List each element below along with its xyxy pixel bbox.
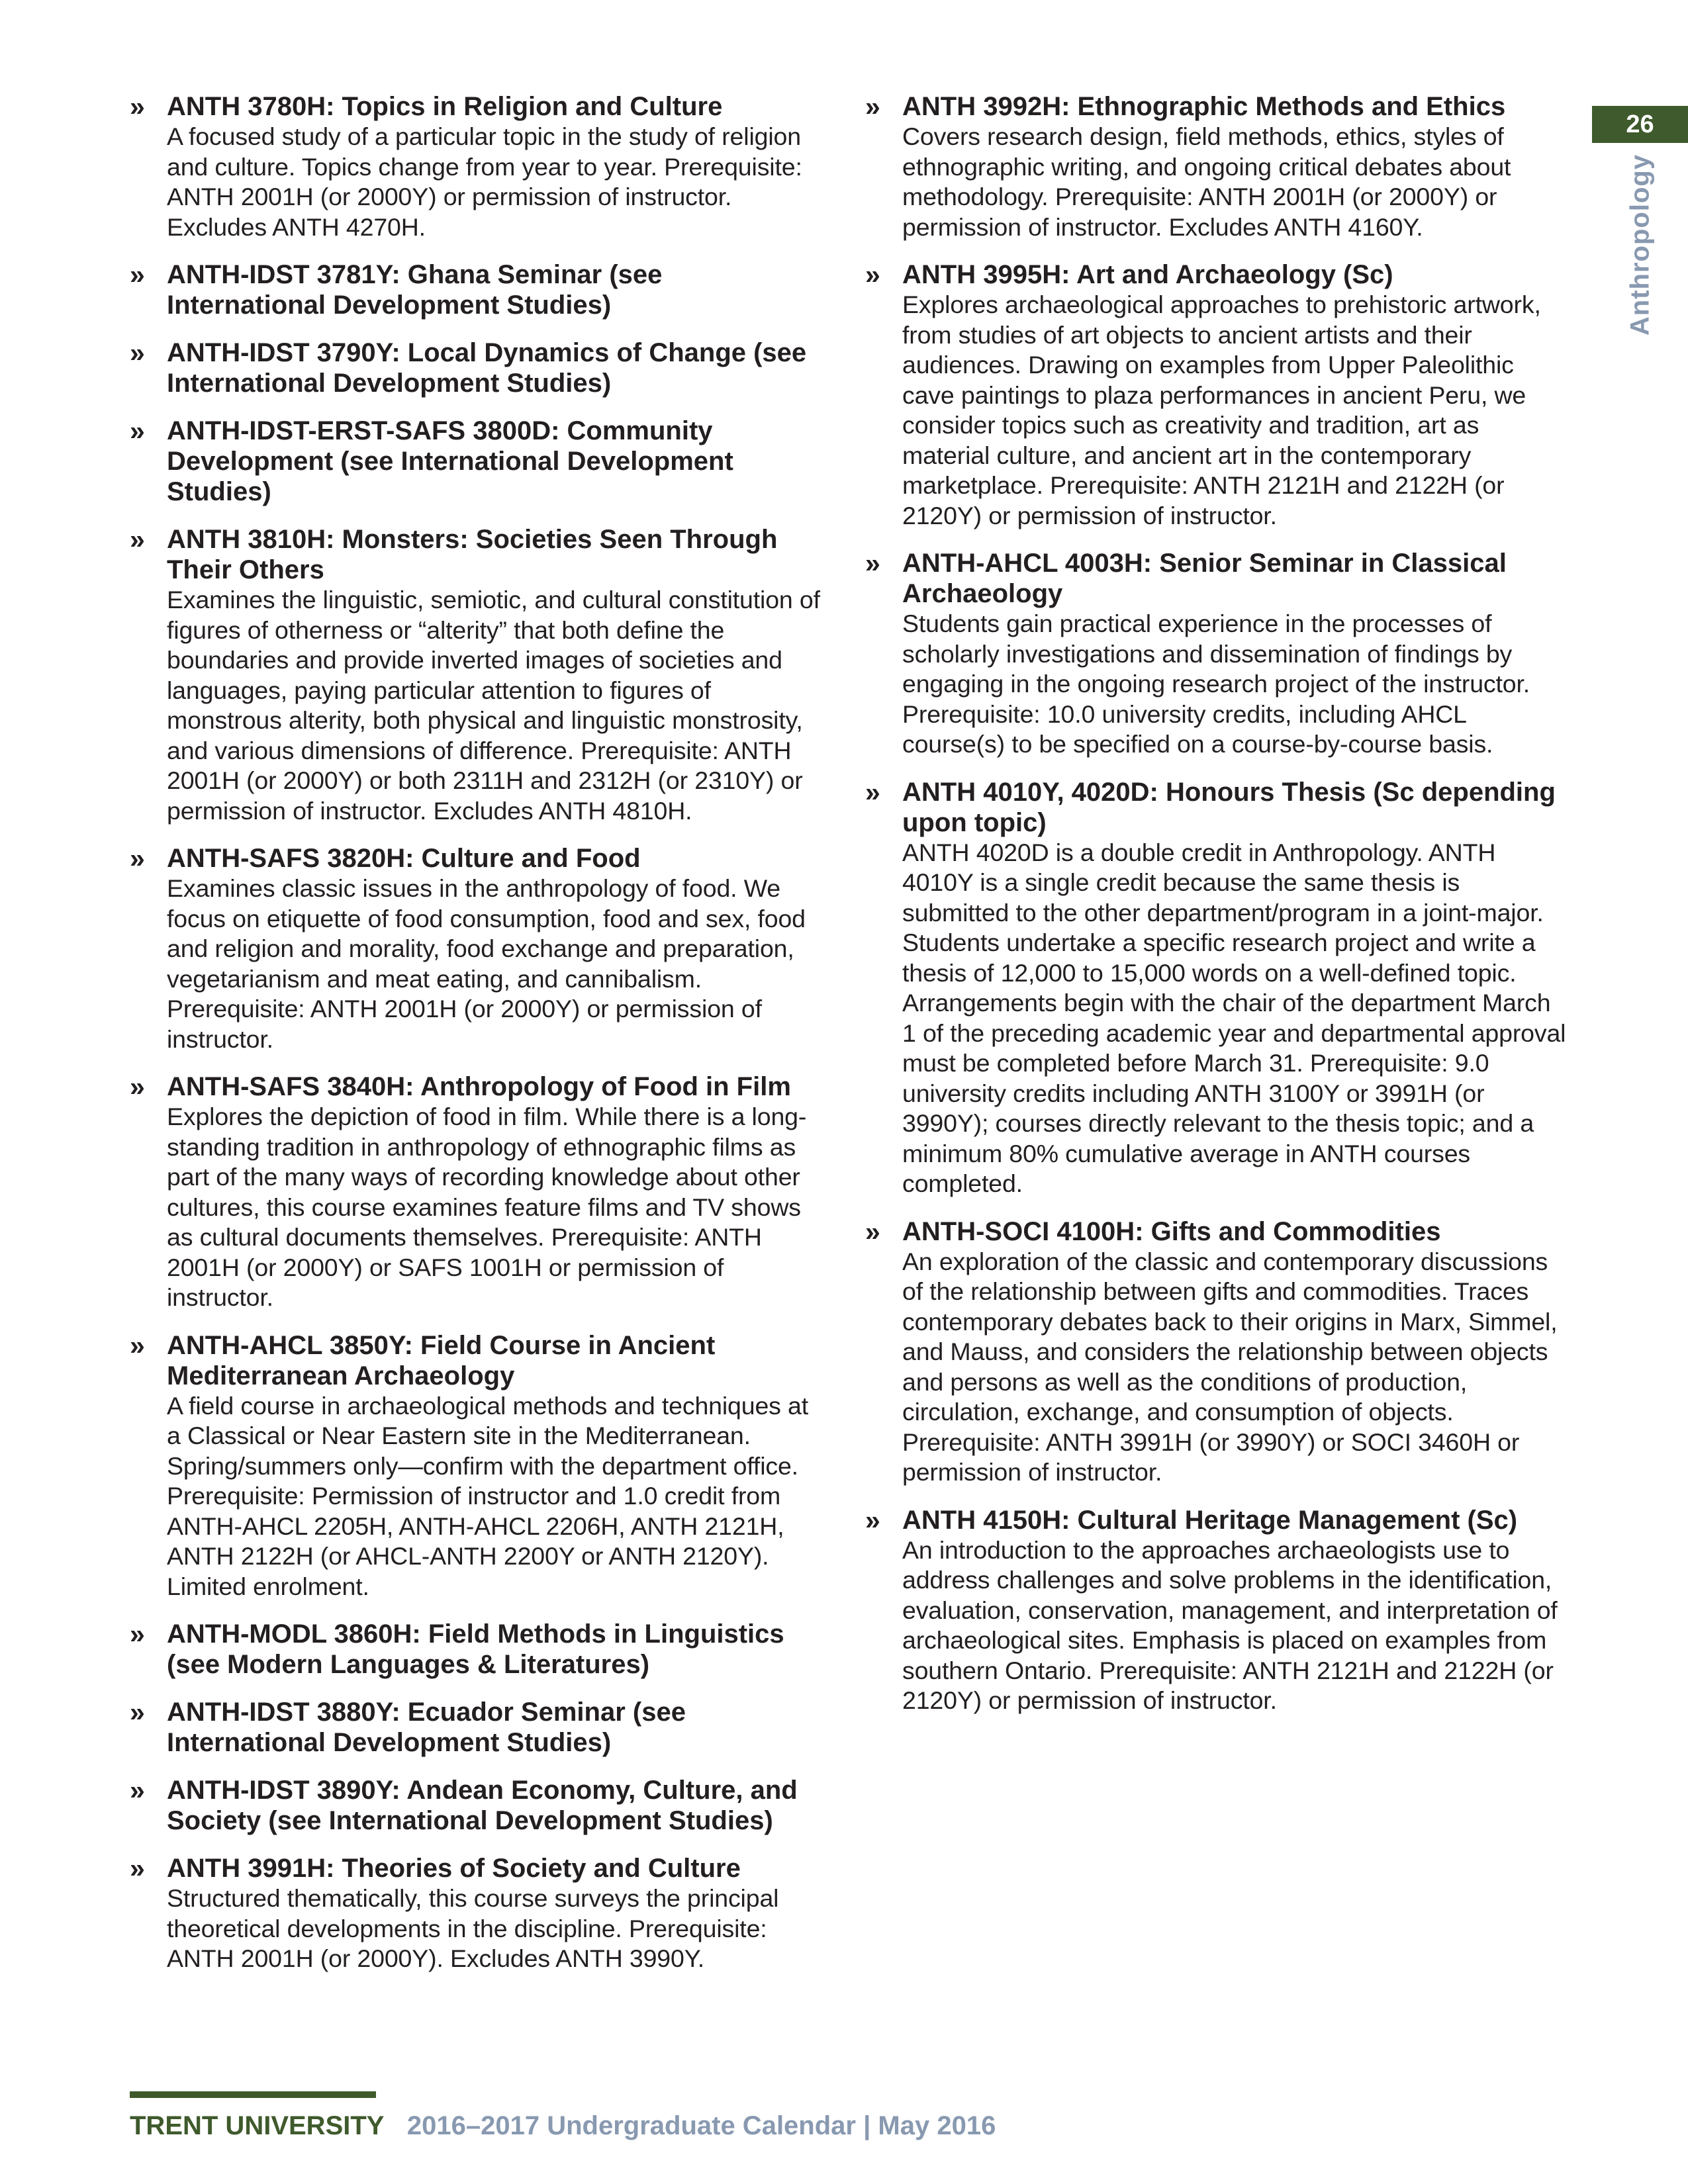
bullet-marker: » bbox=[130, 1775, 145, 1805]
section-tab-label: Anthropology bbox=[1625, 154, 1655, 336]
bullet-marker: » bbox=[130, 1853, 145, 1884]
course-description: An introduction to the approaches archaeologists use to address challenges and solve problems in the identification, evaluation, conservation, management, and interpretation of archaeological sites. Emphasis is placed on examples from southern Ontario. Prerequisite: ANTH 2121H and 2122H (or 2120Y) or permission of instructor. bbox=[902, 1535, 1558, 1714]
bullet-marker: » bbox=[130, 843, 145, 874]
page-number-tab: 26 bbox=[1592, 106, 1688, 143]
course-title: ANTH-SAFS 3820H: Culture and Food bbox=[167, 844, 641, 873]
course-description: Examines the linguistic, semiotic, and cultural constitution of figures of otherness or “alterity” that both define the boundaries and provide inverted images of societies and languages, paying particular attention to figures of monstrous alterity, both physical and linguistic monstrosity, and various dimensions of difference. Prerequisite: ANTH 2001H (or 2000Y) or both 2311H and 2312H (or 2310Y) or permission of instructor. Excludes ANTH 4810H. bbox=[167, 586, 820, 825]
bullet-marker: » bbox=[865, 91, 880, 122]
course-title: ANTH-MODL 3860H: Field Methods in Linguistics (see Modern Languages & Literatures) bbox=[167, 1619, 784, 1679]
bullet-marker: » bbox=[130, 1330, 145, 1361]
course-entry bbox=[865, 1505, 1567, 1716]
course-description: An exploration of the classic and contemporary discussions of the relationship between gifts and commodities. Traces contemporary debates back to their origins in Marx, Simmel, and Mauss, and considers the relationship between objects and persons as well as the conditions of production, circulation, exchange, and consumption of objects. Prerequisite: ANTH 3991H (or 3990Y) or SOCI 3460H or permission of instructor. bbox=[902, 1247, 1558, 1486]
course-title: ANTH 3810H: Monsters: Societies Seen Through Their Others bbox=[167, 525, 778, 584]
course-title: ANTH-SAFS 3840H: Anthropology of Food in Film bbox=[167, 1072, 791, 1101]
bullet-marker: » bbox=[130, 1071, 145, 1102]
left-column bbox=[130, 91, 821, 1991]
course-entry bbox=[130, 843, 821, 1054]
bullet-marker: » bbox=[865, 1504, 880, 1535]
bullet-marker: » bbox=[130, 1697, 145, 1727]
course-entry bbox=[865, 548, 1567, 760]
bullet-marker: » bbox=[865, 776, 880, 807]
footer-rule bbox=[130, 2091, 376, 2098]
course-entry bbox=[130, 338, 821, 398]
course-description: Explores archaeological approaches to prehistoric artwork, from studies of art objects to ancient artists and their audiences. Drawing on examples from Upper Paleolithic cave paintings to plaza performances in ancient Peru, we consider topics such as creativity and tradition, art as material culture, and ancient art in the contemporary marketplace. Prerequisite: ANTH 2121H and 2122H (or 2120Y) or permission of instructor. bbox=[902, 291, 1541, 529]
course-description: Structured thematically, this course surveys the principal theoretical developments in the discipline. Prerequisite: ANTH 2001H (or 2000Y). Excludes ANTH 3990Y. bbox=[167, 1884, 779, 1972]
course-title: ANTH 3780H: Topics in Religion and Culture bbox=[167, 92, 723, 121]
bullet-marker: » bbox=[865, 1216, 880, 1247]
course-title: ANTH-IDST-ERST-SAFS 3800D: Community Development (see International Development Studies) bbox=[167, 416, 733, 506]
course-title: ANTH-IDST 3890Y: Andean Economy, Culture, and Society (see International Development Studies) bbox=[167, 1776, 798, 1835]
bullet-marker: » bbox=[130, 416, 145, 446]
course-entry bbox=[130, 1697, 821, 1758]
course-title: ANTH-IDST 3880Y: Ecuador Seminar (see International Development Studies) bbox=[167, 1698, 686, 1757]
course-entry bbox=[130, 1071, 821, 1313]
bullet-marker: » bbox=[130, 91, 145, 122]
course-entry bbox=[865, 91, 1567, 242]
course-title: ANTH 3992H: Ethnographic Methods and Ethics bbox=[902, 92, 1506, 121]
bullet-marker: » bbox=[865, 259, 880, 290]
course-entry bbox=[130, 1619, 821, 1680]
course-description: Examines classic issues in the anthropology of food. We focus on etiquette of food consumption, food and sex, food and religion and morality, food exchange and preparation, vegetarianism and meat eating, and cannibalism. Prerequisite: ANTH 2001H (or 2000Y) or permission of instructor. bbox=[167, 874, 806, 1053]
course-entry bbox=[130, 1775, 821, 1836]
course-title: ANTH-IDST 3781Y: Ghana Seminar (see International Development Studies) bbox=[167, 260, 663, 320]
bullet-marker: » bbox=[865, 548, 880, 578]
course-title: ANTH 3991H: Theories of Society and Culture bbox=[167, 1854, 741, 1883]
footer-university: TRENT UNIVERSITY bbox=[130, 2111, 384, 2140]
bullet-marker: » bbox=[130, 524, 145, 555]
course-entry bbox=[130, 416, 821, 507]
course-description: A focused study of a particular topic in the study of religion and culture. Topics change from year to year. Prerequisite: ANTH 2001H (or 2000Y) or permission of instructor. Excludes ANTH 4270H. bbox=[167, 122, 802, 241]
bullet-marker: » bbox=[130, 1619, 145, 1649]
course-entry bbox=[130, 91, 821, 242]
course-entry bbox=[865, 777, 1567, 1199]
course-entry bbox=[130, 1330, 821, 1602]
course-title: ANTH-SOCI 4100H: Gifts and Commodities bbox=[902, 1216, 1441, 1246]
course-title: ANTH 3995H: Art and Archaeology (Sc) bbox=[902, 260, 1393, 289]
course-entry bbox=[130, 259, 821, 320]
bullet-marker: » bbox=[130, 338, 145, 368]
bullet-marker: » bbox=[130, 259, 145, 290]
course-title: ANTH-AHCL 4003H: Senior Seminar in Classical Archaeology bbox=[902, 549, 1507, 608]
course-entry bbox=[865, 1216, 1567, 1488]
course-description: A field course in archaeological methods and techniques at a Classical or Near Eastern site in the Mediterranean. Spring/summers only—confirm with the department office. Prerequisite: Permission of instructor and 1.0 credit from ANTH-AHCL 2205H, ANTH-AHCL 2206H, ANTH 2121H, ANTH 2122H (or AHCL-ANTH 2200Y or ANTH 2120Y). Limited enrolment. bbox=[167, 1391, 809, 1600]
course-title: ANTH-IDST 3790Y: Local Dynamics of Change (see International Development Studies) bbox=[167, 338, 807, 398]
course-entry bbox=[130, 524, 821, 826]
course-title: ANTH 4010Y, 4020D: Honours Thesis (Sc depending upon topic) bbox=[902, 777, 1556, 837]
course-title: ANTH-AHCL 3850Y: Field Course in Ancient Mediterranean Archaeology bbox=[167, 1330, 716, 1390]
footer bbox=[130, 2111, 996, 2141]
course-entry bbox=[130, 1853, 821, 1974]
right-column bbox=[865, 91, 1567, 1733]
course-description: ANTH 4020D is a double credit in Anthropology. ANTH 4010Y is a single credit because the same thesis is submitted to the other department/program in a joint-major. Students undertake a specific research project and write a thesis of 12,000 to 15,000 words on a well-defined topic. Arrangements begin with the chair of the department March 1 of the preceding academic year and departmental approval must be completed before March 31. Prerequisite: 9.0 university credits including ANTH 3100Y or 3991H (or 3990Y); courses directly relevant to the thesis topic; and a minimum 80% cumulative average in ANTH courses completed. bbox=[902, 838, 1566, 1197]
course-entry bbox=[865, 259, 1567, 531]
course-title: ANTH 4150H: Cultural Heritage Management (Sc) bbox=[902, 1505, 1518, 1535]
footer-calendar: 2016–2017 Undergraduate Calendar | May 2016 bbox=[406, 2111, 996, 2140]
course-description: Explores the depiction of food in film. While there is a long-standing tradition in anthropology of ethnographic films as part of the many ways of recording knowledge about other cultures, this course examines feature films and TV shows as cultural documents themselves. Prerequisite: ANTH 2001H (or 2000Y) or SAFS 1001H or permission of instructor. bbox=[167, 1103, 807, 1311]
course-description: Covers research design, field methods, ethics, styles of ethnographic writing, and ongoing critical debates about methodology. Prerequisite: ANTH 2001H (or 2000Y) or permission of instructor. Excludes ANTH 4160Y. bbox=[902, 122, 1511, 241]
course-description: Students gain practical experience in the processes of scholarly investigations and dissemination of findings by engaging in the ongoing research project of the instructor. Prerequisite: 10.0 university credits, including AHCL course(s) to be specified on a course-by-course basis. bbox=[902, 610, 1530, 758]
